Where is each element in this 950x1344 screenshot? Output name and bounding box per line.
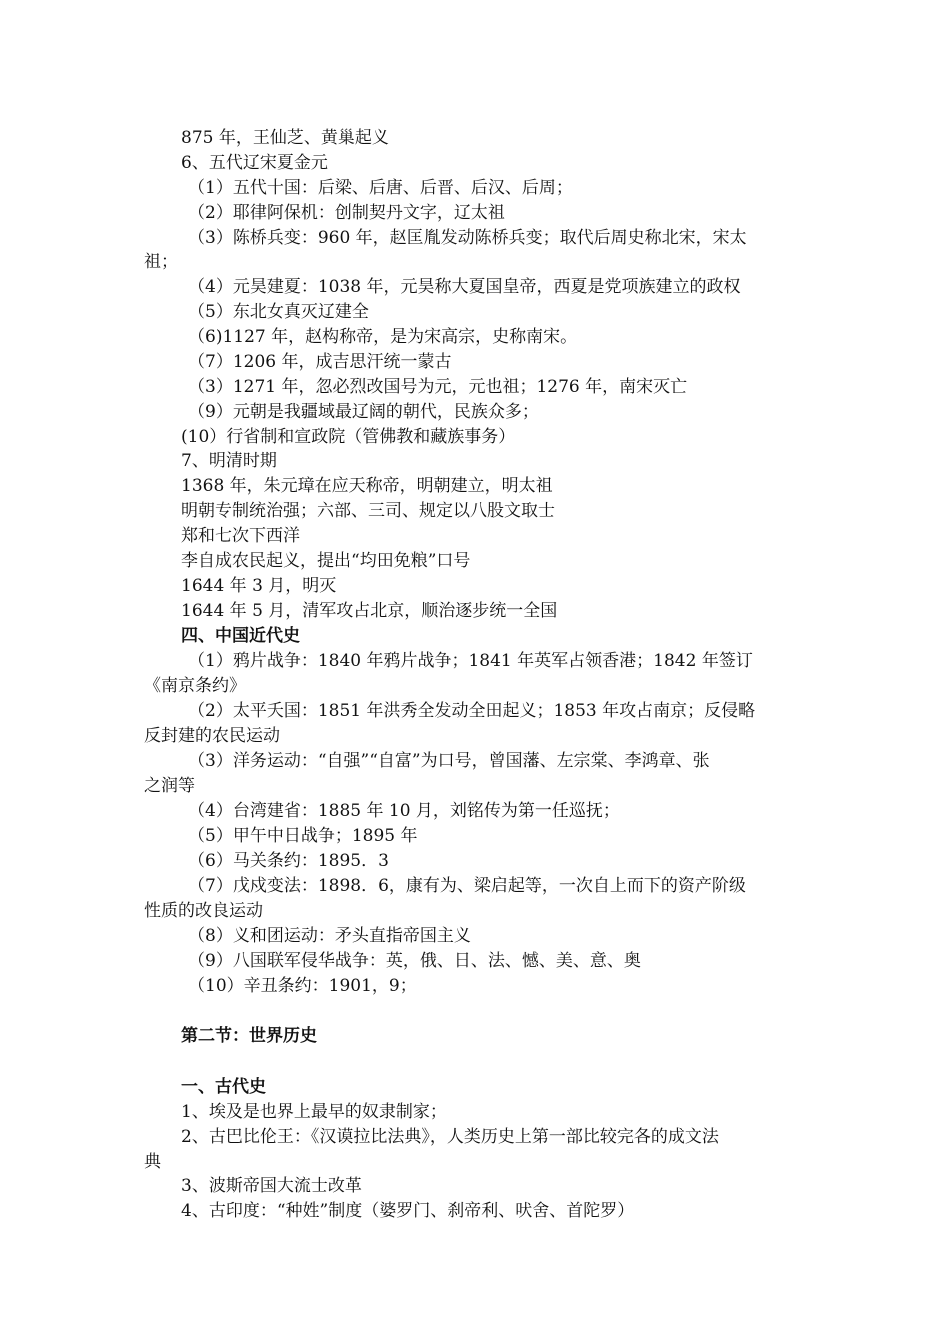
list-item: （6）马关条约：1895．3: [188, 851, 389, 871]
section-heading: 6、五代辽宋夏金元: [181, 153, 328, 173]
list-item: 1、埃及是也界上最早的奴隶制家；: [181, 1102, 447, 1122]
list-item: （5）东北女真灭辽建全: [188, 302, 369, 322]
list-item: （4）元昊建夏：1038 年，元昊称大夏国皇帝，西夏是党项族建立的政权: [188, 277, 741, 297]
list-item-continuation: 性质的改良运动: [144, 901, 263, 921]
list-item-continuation: 反封建的农民运动: [144, 726, 280, 746]
list-item: （1）五代十国：后梁、后唐、后晋、后汉、后周；: [188, 178, 573, 198]
list-item-continuation: 祖；: [144, 252, 178, 272]
list-item: 3、波斯帝国大流士改革: [181, 1176, 362, 1196]
list-item: （9）元朝是我疆域最辽阔的朝代，民族众多；: [188, 402, 539, 422]
list-item: （2）太平夭国：1851 年洪秀全发动全田起义；1853 年攻占南京；反侵略: [188, 701, 756, 721]
list-item: （5）甲午中日战争；1895 年: [188, 826, 418, 846]
list-item: （6)1127 年，赵构称帝，是为宋高宗，史称南宋。: [188, 327, 578, 347]
text-line: 1368 年，朱元璋在应天称帝，明朝建立，明太祖: [181, 476, 553, 496]
chapter-heading: 一、古代史: [181, 1077, 266, 1097]
chapter-heading: 四、中国近代史: [181, 626, 300, 646]
text-line: 1644 年 3 月，明灭: [181, 576, 337, 596]
list-item-continuation: 《南京条约》: [144, 676, 246, 696]
text-line: 875 年，王仙芝、黄巢起义: [181, 128, 389, 148]
text-line: 郑和七次下西洋: [181, 526, 300, 546]
list-item: (10）行省制和宣政院（管佛教和藏族事务）: [181, 427, 516, 447]
list-item: （2）耶律阿保机：创制契丹文字，辽太祖: [188, 203, 505, 223]
list-item: （10）辛丑条约：1901，9；: [188, 976, 417, 996]
list-item: （4）台湾建省：1885 年 10 月，刘铭传为第一任巡抚；: [188, 801, 620, 821]
list-item-continuation: 典: [144, 1152, 161, 1172]
list-item: （7）戊戍变法：1898．6，康有为、梁启起等，一次自上而下的资产阶级: [188, 876, 746, 896]
section-title: 第二节：世界历史: [181, 1026, 317, 1046]
list-item: （8）义和团运动：矛头直指帝国主义: [188, 926, 471, 946]
list-item: 2、古巴比伦王：《汉谟拉比法典》，人类历史上第一部比较完各的成文法: [181, 1127, 719, 1147]
list-item: （3）1271 年，忽必烈改国号为元，元也祖；1276 年，南宋灭亡: [188, 377, 688, 397]
text-line: 李自成农民起义，提出“均田免粮”口号: [181, 551, 471, 571]
list-item: （3）洋务运动：“自强”“自富”为口号，曾国藩、左宗棠、李鸿章、张: [188, 751, 710, 771]
list-item: 4、古印度：“种姓”制度（婆罗门、刹帝利、吠舍、首陀罗）: [181, 1201, 635, 1221]
section-heading: 7、明清时期: [181, 451, 277, 471]
list-item: （1）鸦片战争：1840 年鸦片战争；1841 年英军占领香港；1842 年签订: [188, 651, 753, 671]
list-item: （3）陈桥兵变：960 年，赵匡胤发动陈桥兵变；取代后周史称北宋，宋太: [188, 228, 747, 248]
text-line: 1644 年 5 月，清军攻占北京，顺治逐步统一全国: [181, 601, 558, 621]
list-item: （9）八国联军侵华战争：英，俄、日、法、憾、美、意、奥: [188, 951, 641, 971]
list-item: （7）1206 年，成吉思汗统一蒙古: [188, 352, 452, 372]
list-item-continuation: 之润等: [144, 776, 195, 796]
text-line: 明朝专制统治强；六部、三司、规定以八股文取士: [181, 501, 555, 521]
